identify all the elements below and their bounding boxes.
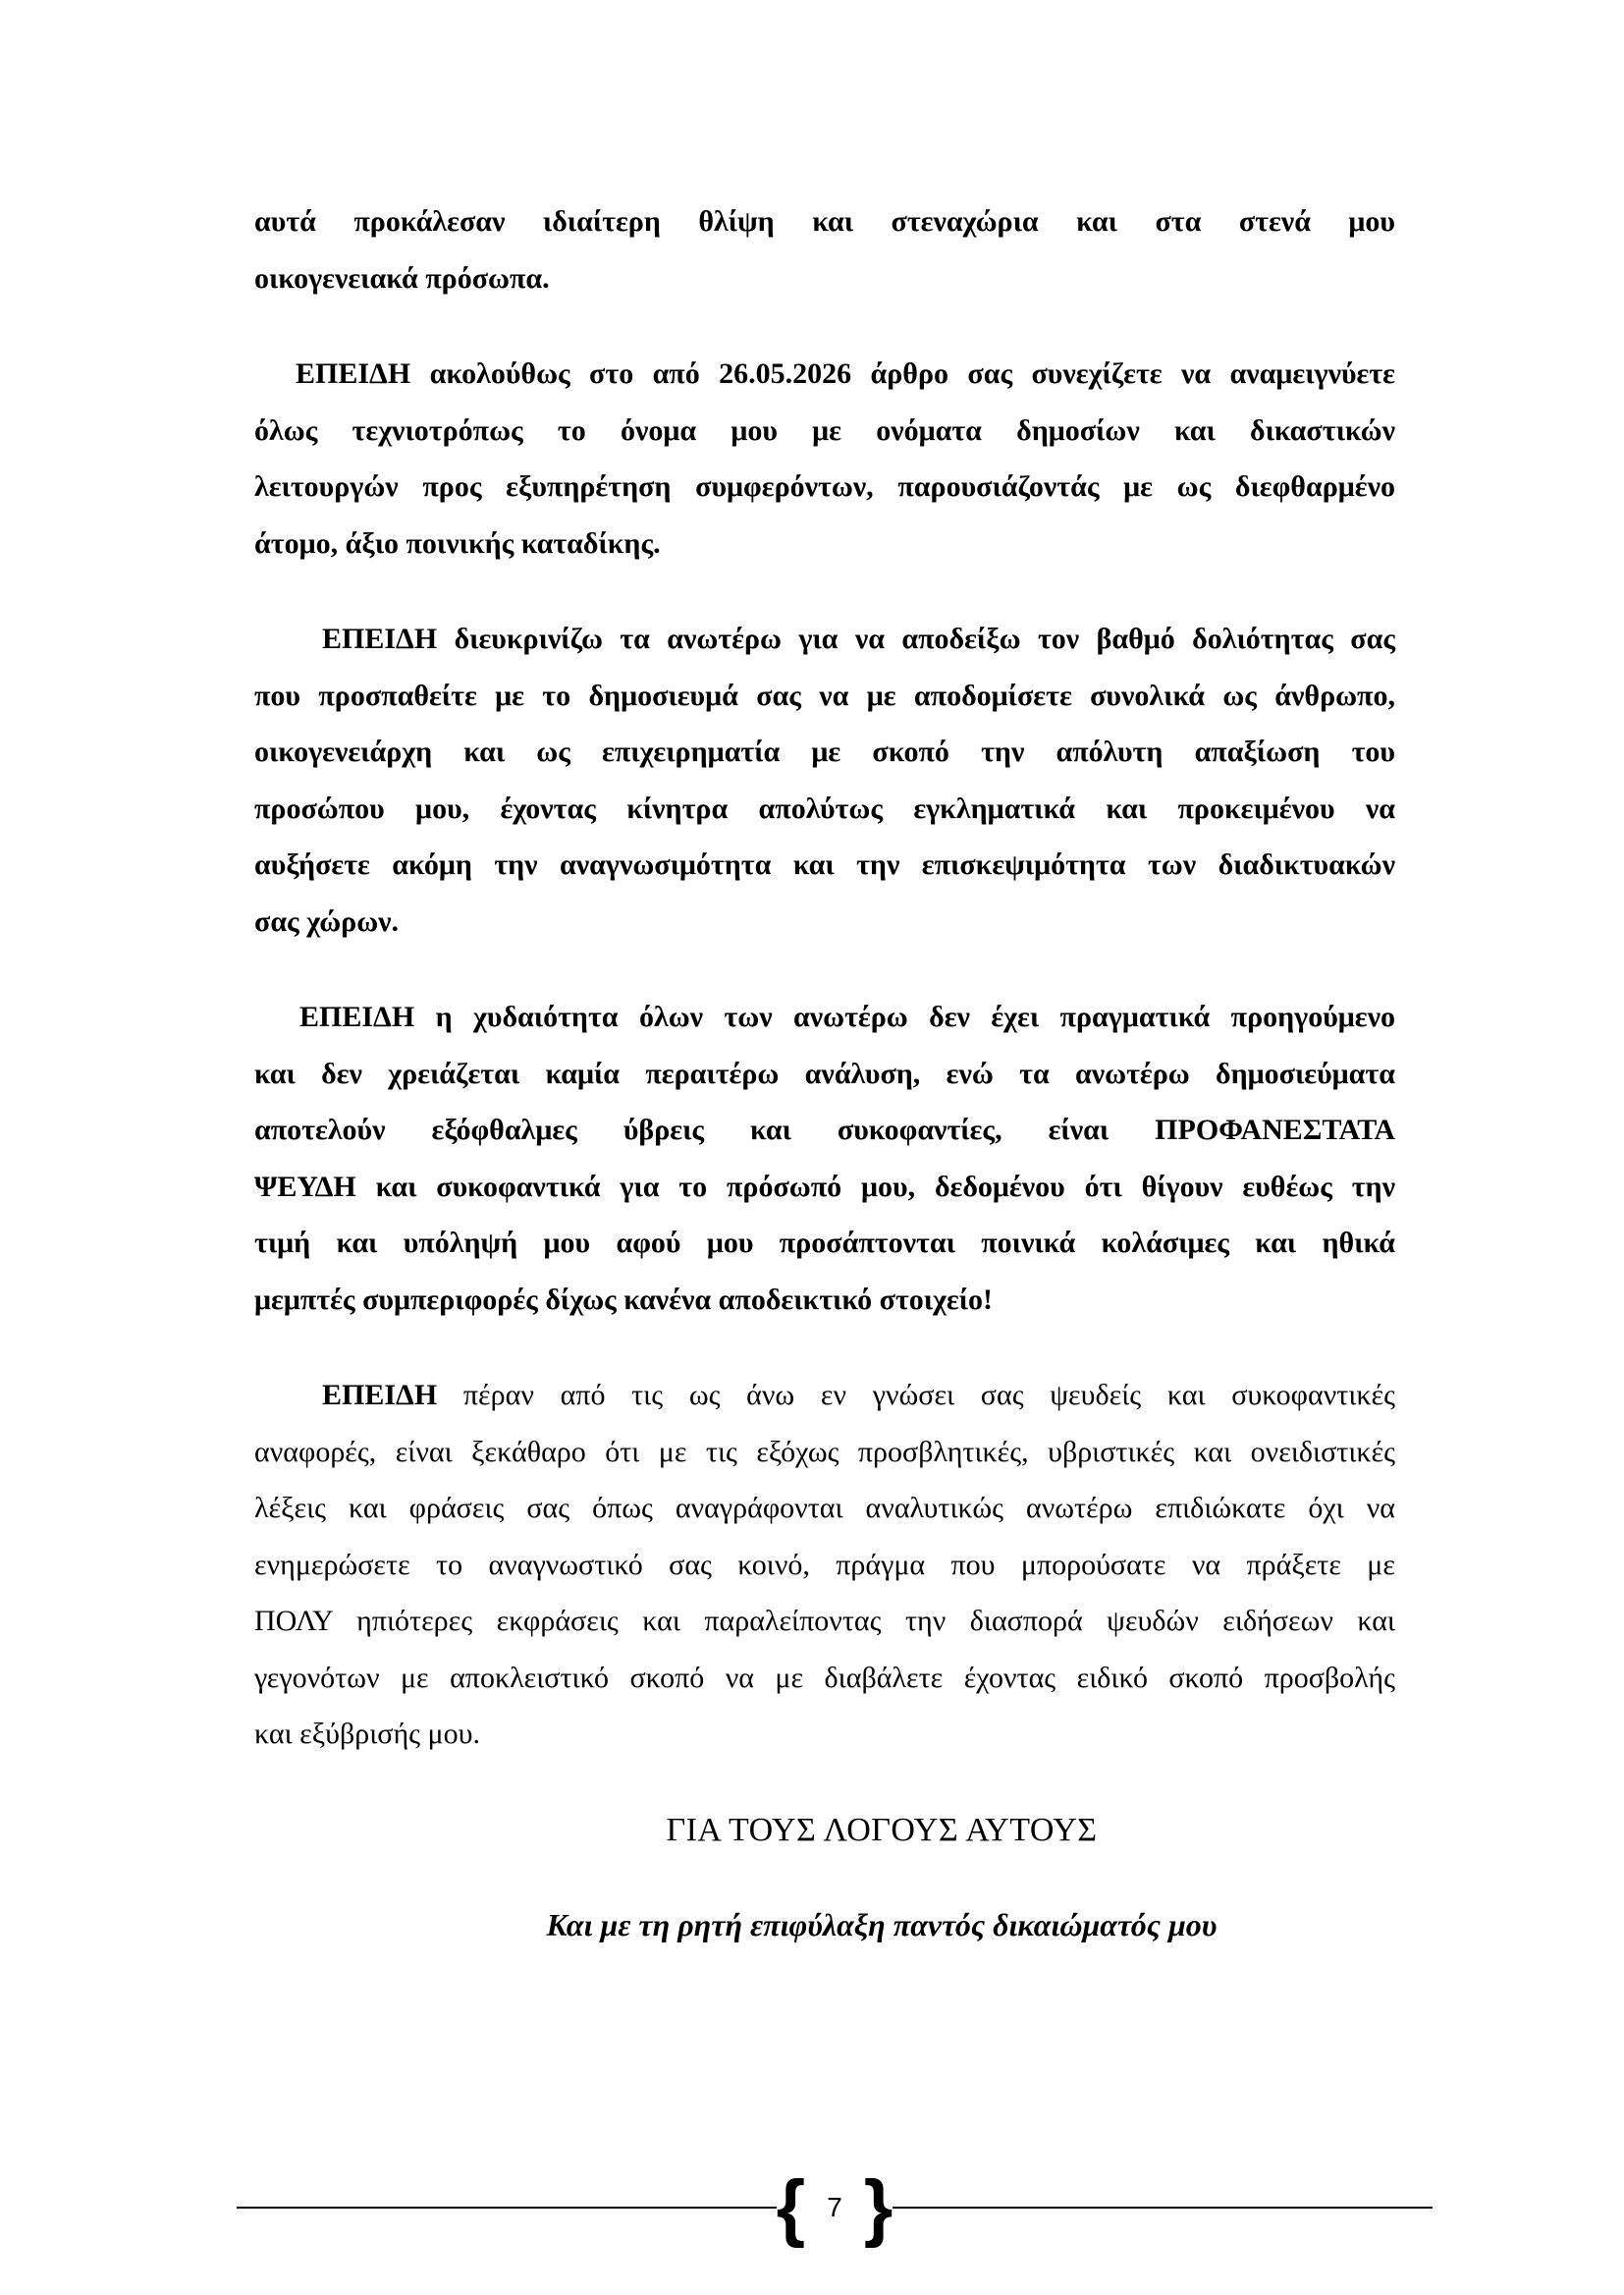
text-line: ΨΕΥΔΗ και συκοφαντικά για το πρόσωπό μου, δεδομένου ότι θίγουν ευθέως την (254, 1170, 1395, 1203)
text-line: άτομο, άξιο ποινικής καταδίκης. (254, 526, 661, 560)
document-body (254, 193, 1395, 1954)
text-line (254, 989, 1395, 1046)
text-line (254, 1367, 1395, 1424)
line-text: διευκρινίζω τα ανωτέρω για να αποδείξω τον βαθμό δολιότητας σας (454, 623, 1396, 655)
line-text: ακολούθως στο από 26.05.2026 άρθρο σας συνεχίζετε να αναμειγνύετε (429, 357, 1396, 390)
whereas-keyword: ΕΠΕΙΔΗ (296, 357, 411, 390)
text-line: τιμή και υπόληψή μου αφού μου προσάπτονται ποινικά κολάσιμες και ηθικά (254, 1227, 1395, 1259)
text-line: ενημερώσετε το αναγνωστικό σας κοινό, πράγμα που μπορούσατε να πράξετε με (254, 1548, 1395, 1581)
text-line: αυτά προκάλεσαν ιδιαίτερη θλίψη και στεναχώρια και στα στενά μου (254, 205, 1395, 238)
brace-close: } (863, 2165, 893, 2249)
text-line: ΠΟΛΥ ηπιότερες εκφράσεις και παραλείποντας την διασπορά ψευδών ειδήσεων και (254, 1605, 1395, 1637)
text-line: γεγονότων με αποκλειστικό σκοπό να με διαβάλετε έχοντας ειδικό σκοπό προσβολής (254, 1661, 1395, 1694)
page-number: 7 (827, 2192, 842, 2222)
line-text: πέραν από τις ως άνω εν γνώσει σας ψευδείς και συκοφαντικές (462, 1379, 1396, 1411)
whereas-keyword: ΕΠΕΙΔΗ (322, 1379, 438, 1411)
text-line: προσώπου μου, έχοντας κίνητρα απολύτως εγκληματικά και προκειμένου να (254, 792, 1395, 825)
whereas-clause-4 (254, 1367, 1395, 1763)
text-line: λειτουργών προς εξυπηρέτηση συμφερόντων, παρουσιάζοντάς με ως διεφθαρμένο (254, 470, 1395, 503)
text-line: που προσπαθείτε με το δημοσιευμά σας να με αποδομίσετε συνολικά ως άνθρωπο, (254, 679, 1395, 712)
text-line: αυξήσετε ακόμη την αναγνωσιμότητα και την επισκεψιμότητα των διαδικτυακών (254, 848, 1395, 881)
text-line: οικογενειάρχη και ως επιχειρηματία με σκοπό την απόλυτη απαξίωση του (254, 736, 1395, 768)
page-footer (237, 2160, 1433, 2255)
footer-rule-left (237, 2207, 777, 2209)
text-line: σας χώρων. (254, 904, 400, 938)
footer-rule-right (893, 2207, 1433, 2209)
text-line: οικογενειακά πρόσωπα. (254, 261, 550, 295)
text-line: και δεν χρειάζεται καμία περαιτέρω ανάλυση, ενώ τα ανωτέρω δημοσιεύματα (254, 1057, 1395, 1090)
whereas-keyword: ΕΠΕΙΔΗ (299, 1001, 415, 1033)
whereas-clause-2 (254, 611, 1395, 950)
text-line (254, 346, 1395, 403)
text-line: λέξεις και φράσεις σας όπως αναγράφονται αναλυτικώς ανωτέρω επιδιώκατε όχι να (254, 1492, 1395, 1524)
text-line: αναφορές, είναι ξεκάθαρο ότι με τις εξόχως προσβλητικές, υβριστικές και ονειδιστικές (254, 1435, 1395, 1468)
section-heading: ΓΙΑ ΤΟΥΣ ΛΟΓΟΥΣ ΑΥΤΟΥΣ (666, 1811, 1098, 1848)
line-text: η χυδαιότητα όλων των ανωτέρω δεν έχει πραγματικά προηγούμενο (435, 1001, 1396, 1033)
whereas-keyword: ΕΠΕΙΔΗ (322, 623, 438, 655)
whereas-clause-1 (254, 346, 1395, 572)
reservation-of-rights: Και με τη ρητή επιφύλαξη παντός δικαιώματός μου (546, 1907, 1218, 1942)
text-line (254, 611, 1395, 668)
whereas-clause-3 (254, 989, 1395, 1328)
text-line: αποτελούν εξόφθαλμες ύβρεις και συκοφαντίες, είναι ΠΡΟΦΑΝΕΣΤΑΤΑ (254, 1114, 1395, 1146)
text-line: όλως τεχνιοτρόπως το όνομα μου με ονόματα δημοσίων και δικαστικών (254, 413, 1395, 447)
continuation-paragraph (254, 193, 1395, 306)
brace-open: { (776, 2165, 806, 2249)
text-line: μεμπτές συμπεριφορές δίχως κανένα αποδεικτικό στοιχείο! (254, 1283, 994, 1316)
text-line: και εξύβρισής μου. (254, 1718, 480, 1750)
